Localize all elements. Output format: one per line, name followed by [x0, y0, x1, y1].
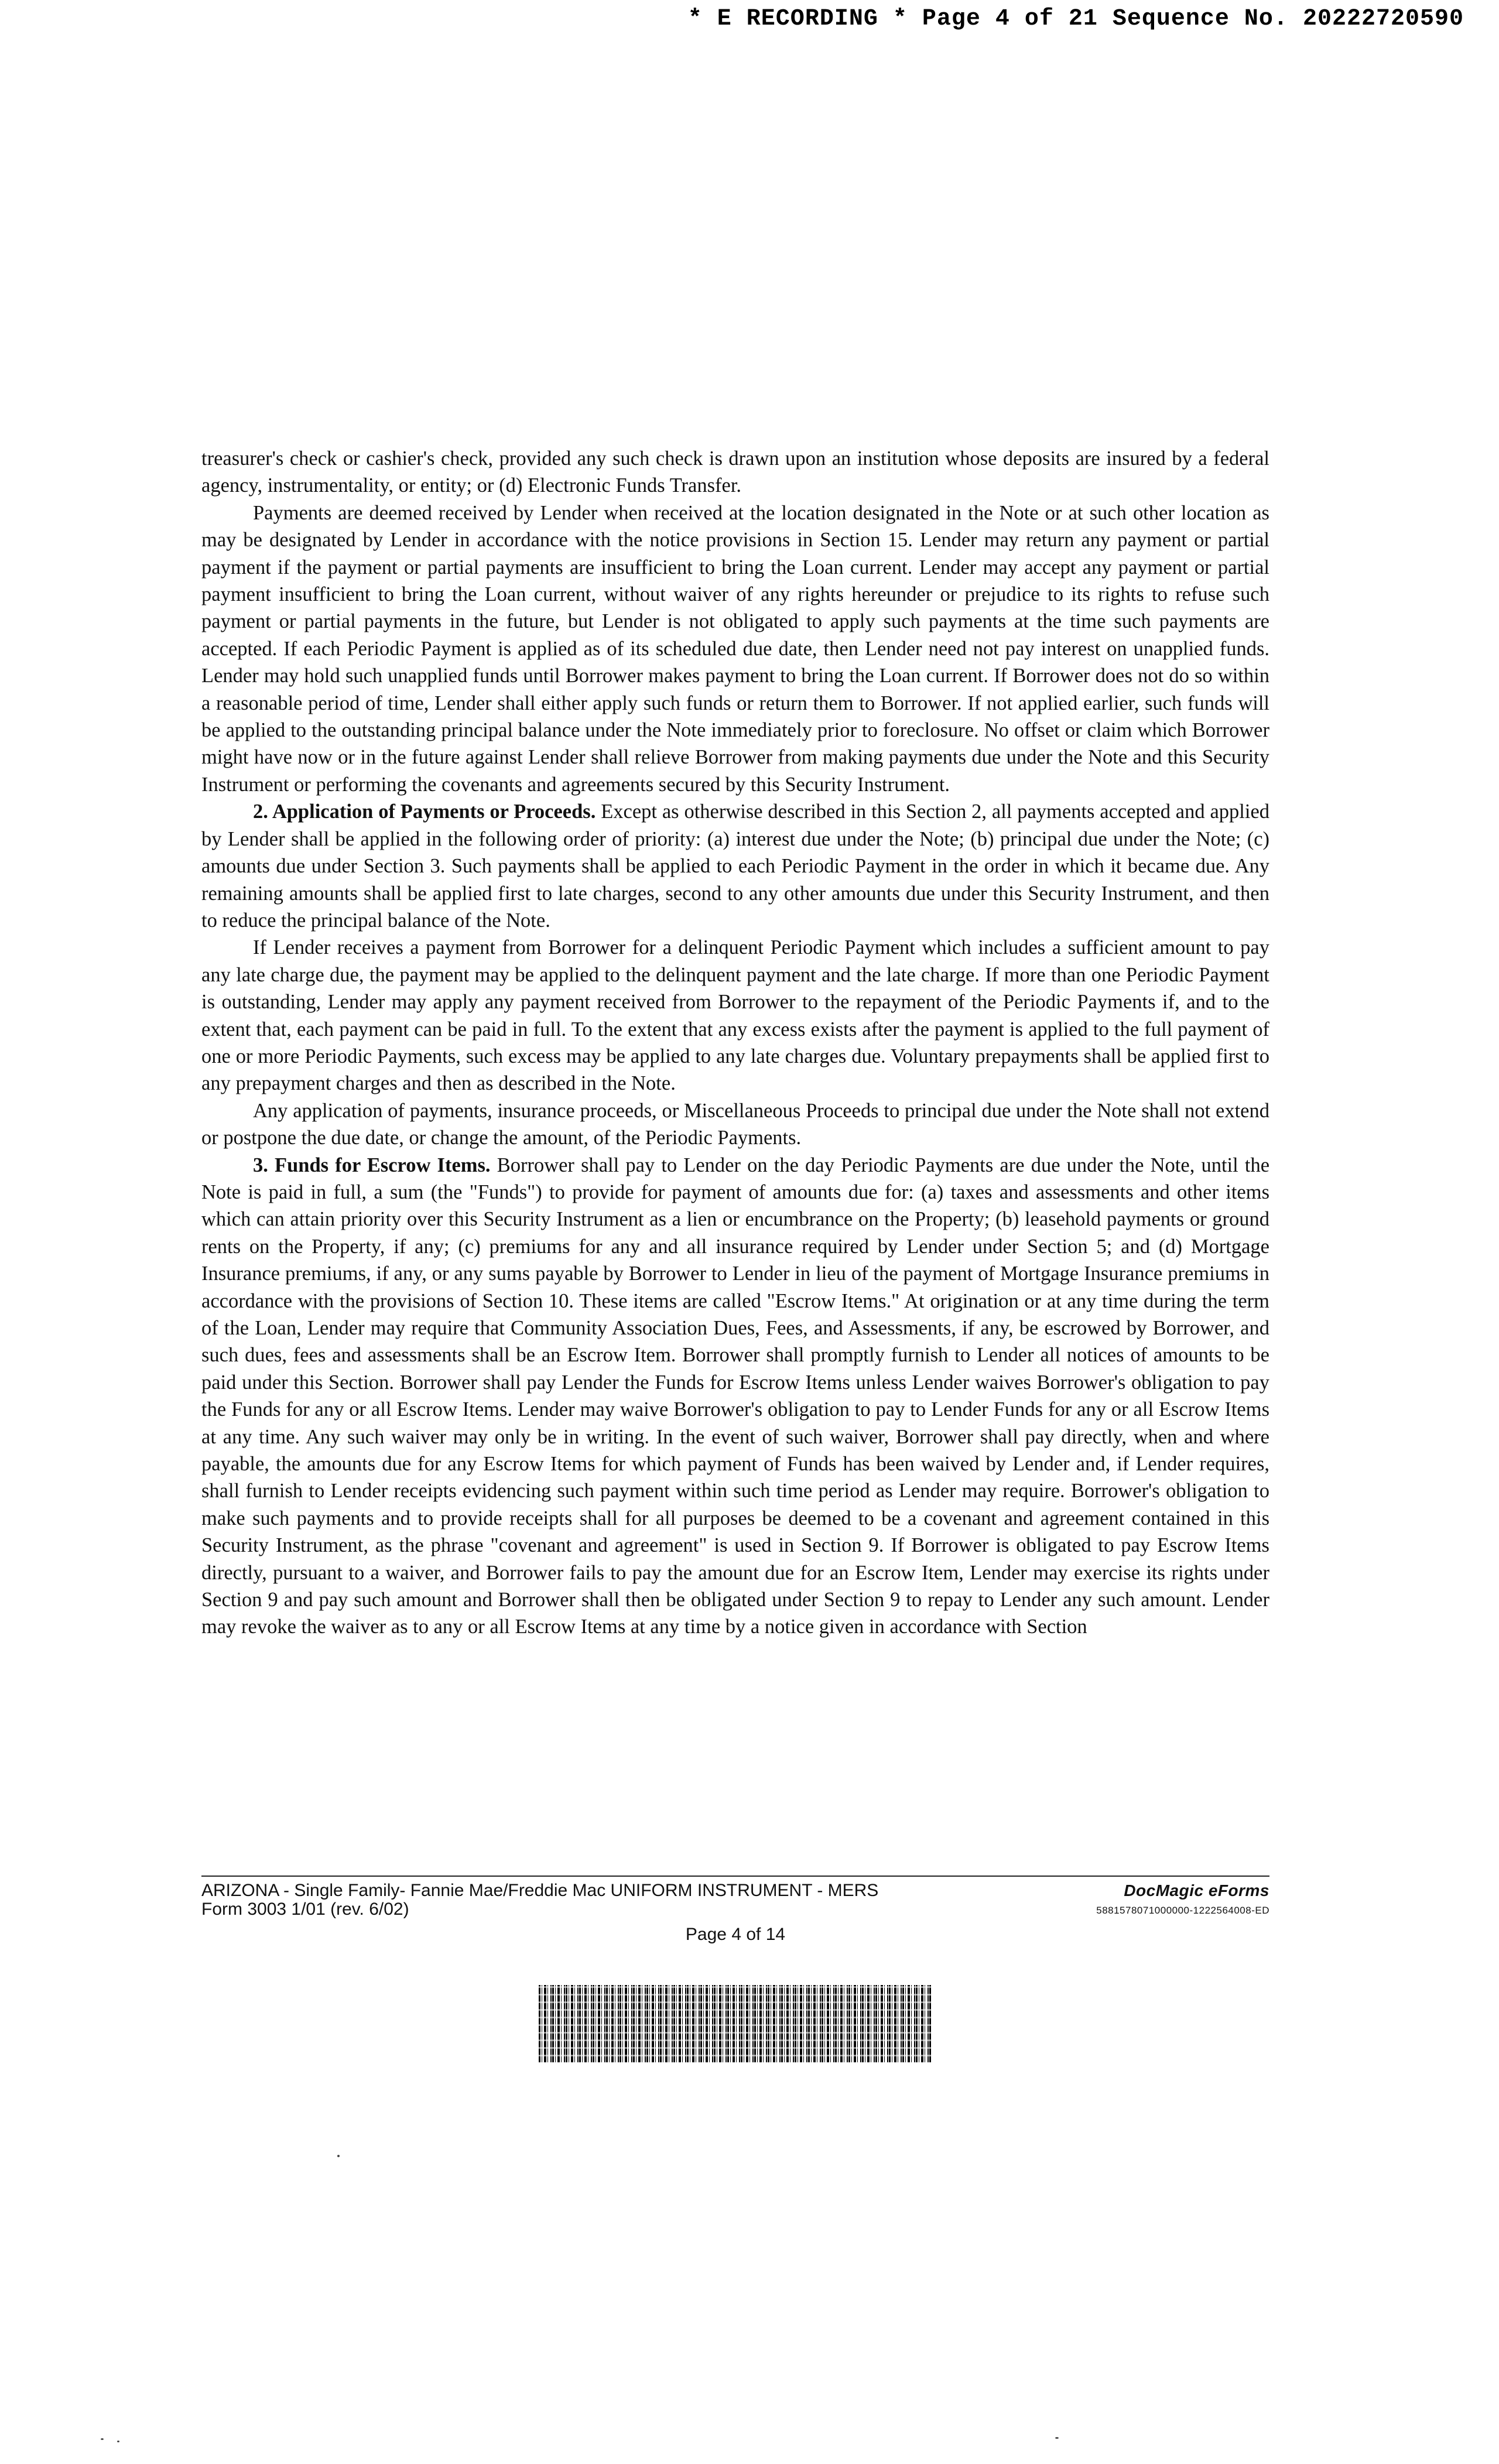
- document-body: [201, 445, 1269, 1641]
- section-2-text: Except as otherwise described in this Section 2, all payments accepted and applied by Lender shall be applied in the following order of priority: (a) interest due under the Note; (b) principal due under the Note; (c) amounts due under Section 3. Such payments shall be applied to each Periodic Payment in the order in which it became due. Any remaining amounts shall be applied first to late charges, second to any other amounts due under this Security Instrument, and then to reduce the principal balance of the Note.: [201, 800, 1270, 932]
- barcode-image: [539, 1985, 931, 2062]
- paragraph-application-of-payments: Any application of payments, insurance proceeds, or Miscellaneous Proceeds to principal due under the Note shall not extend or postpone the due date, or change the amount, of the Periodic Payments.: [201, 1099, 1269, 1149]
- form-number: Form 3003 1/01 (rev. 6/02): [201, 1900, 409, 1919]
- section-2-heading: 2. Application of Payments or Proceeds.: [253, 800, 596, 823]
- paragraph-payments-received: Payments are deemed received by Lender when received at the location designated in the Note or at such other location as may be designated by Lender in accordance with the notice provisions in Section 15. Lender may return any payment or partial payment if the payment or partial payments are insufficient to bring the Loan current. Lender may accept any payment or partial payment insufficient to bring the Loan current, without waiver of any rights hereunder or prejudice to its rights to refuse such payment or partial payments in the future, but Lender is not obligated to apply such payments at the time such payments are accepted. If each Periodic Payment is applied as of its scheduled due date, then Lender need not pay interest on unapplied funds. Lender may hold such unapplied funds until Borrower makes payment to bring the Loan current. If Borrower does not do so within a reasonable period of time, Lender shall either apply such funds or return them to Borrower. If not applied earlier, such funds will be applied to the outstanding principal balance under the Note immediately prior to foreclosure. No offset or claim which Borrower might have now or in the future against Lender shall relieve Borrower from making payments due under the Note and this Security Instrument or performing the covenants and agreements secured by this Security Instrument.: [201, 501, 1269, 796]
- form-title: ARIZONA - Single Family- Fannie Mae/Freddie Mac UNIFORM INSTRUMENT - MERS: [201, 1881, 879, 1900]
- section-3-text: Borrower shall pay to Lender on the day Periodic Payments are due under the Note, until the Note is paid in full, a sum (the "Funds") to provide for payment of amounts due for: (a) taxes and assessments and other items which can attain priority over this Security Instrument as a lien or encumbrance on the Property; (b) leasehold payments or ground rents on the Property, if any; (c) premiums for any and all insurance required by Lender under Section 5; and (d) Mortgage Insurance premiums, if any, or any sums payable by Borrower to Lender in lieu of the payment of Mortgage Insurance premiums in accordance with the provisions of Section 10. These items are called "Escrow Items." At origination or at any time during the term of the Loan, Lender may require that Community Association Dues, Fees, and Assessments, if any, be escrowed by Borrower, and such dues, fees and assessments shall be an Escrow Item. Borrower shall promptly furnish to Lender all notices of amounts to be paid under this Section. Borrower shall pay Lender the Funds for Escrow Items unless Lender waives Borrower's obligation to pay the Funds for any or all Escrow Items. Lender may waive Borrower's obligation to pay to Lender Funds for any or all Escrow Items at any time. Any such waiver may only be in writing. In the event of such waiver, Borrower shall pay directly, when and where payable, the amounts due for any Escrow Items for which payment of Funds has been waived by Lender and, if Lender requires, shall furnish to Lender receipts evidencing such payment within such time period as Lender may require. Borrower's obligation to make such payments and to provide receipts shall for all purposes be deemed to be a covenant and agreement contained in this Security Instrument, as the phrase "covenant and agreement" is used in Section 9. If Borrower is obligated to pay Escrow Items directly, pursuant to a waiver, and Borrower fails to pay the amount due for an Escrow Item, Lender may exercise its rights under Section 9 and pay such amount and Borrower shall then be obligated under Section 9 to repay to Lender any such amount. Lender may revoke the waiver as to any or all Escrow Items at any time by a notice given in accordance with Section: [201, 1154, 1270, 1638]
- section-3: [201, 1152, 1269, 1641]
- paragraph-delinquent-payment: If Lender receives a payment from Borrower for a delinquent Periodic Payment which includes a sufficient amount to pay any late charge due, the payment may be applied to the delinquent payment and the late charge. If more than one Periodic Payment is outstanding, Lender may apply any payment received from Borrower to the repayment of the Periodic Payments if, and to the extent that, each payment can be paid in full. To the extent that any excess exists after the payment is applied to the full payment of one or more Periodic Payments, such excess may be applied to any late charges due. Voluntary prepayments shall be applied first to any prepayment charges and then as described in the Note.: [201, 936, 1269, 1095]
- page-number: Page 4 of 14: [685, 1925, 786, 1944]
- section-3-heading: 3. Funds for Escrow Items.: [253, 1154, 491, 1176]
- scan-speck: [337, 2155, 340, 2157]
- scan-speck: [1055, 2437, 1059, 2439]
- scan-speck: [117, 2441, 119, 2442]
- vendor-block: [1096, 1881, 1269, 1917]
- form-footer: [201, 1876, 1269, 1944]
- scan-speck: [101, 2438, 104, 2440]
- document-id: 5881578071000000-1222564008-ED: [1096, 1905, 1269, 1916]
- recording-header: * E RECORDING * Page 4 of 21 Sequence No. 20222720590: [687, 6, 1464, 32]
- section-2: [201, 798, 1269, 934]
- form-identification: [201, 1881, 878, 1919]
- paragraph-continuation: treasurer's check or cashier's check, provided any such check is drawn upon an institution whose deposits are insured by a federal agency, instrumentality, or entity; or (d) Electronic Funds Transfer.: [201, 447, 1269, 497]
- docmagic-logo: DocMagic eForms: [1124, 1881, 1269, 1900]
